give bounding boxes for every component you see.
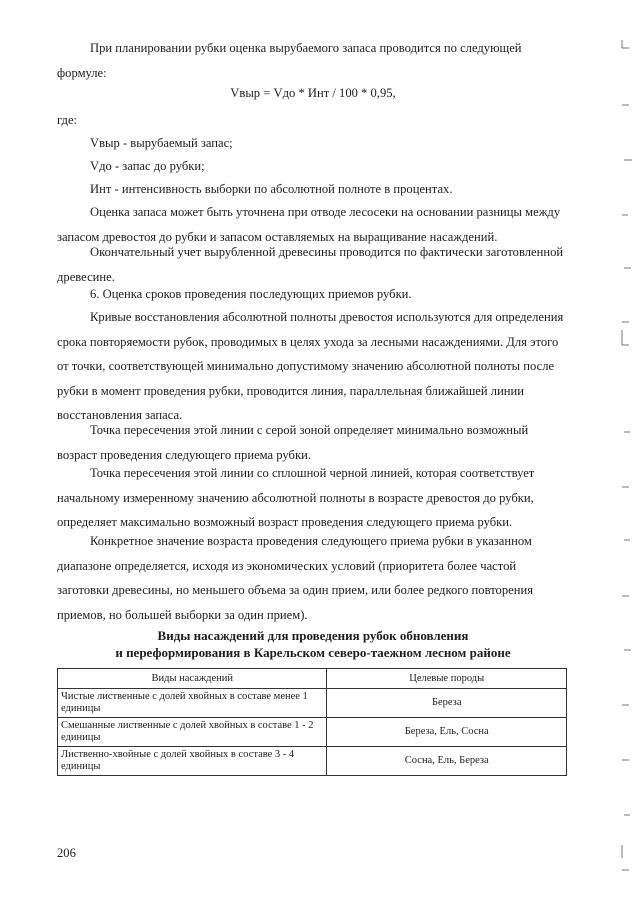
table-header-row [58, 669, 567, 689]
header-stand-type: Виды насаждений [58, 669, 327, 689]
paragraph-intro: При планировании рубки оценка вырубаемого запаса проводится по следующей формуле: [57, 41, 522, 80]
paragraph-final-account: Окончательный учет вырубленной древесины проводится по фактически заготовленной древесине. [57, 245, 564, 284]
paragraph-estimate: Оценка запаса может быть уточнена при отводе лесосеки на основании разницы между запасом древостоя до рубки и запасом оставляемых на выращивание насаждений. [57, 205, 561, 244]
scan-edge-marks [620, 0, 640, 905]
paragraph-economic: Конкретное значение возраста проведения следующего приема рубки в указанном диапазоне определяется, исходя из экономических условий (приоритета более частой заготовки древесины, но меньшего объема за один прием, или более редкого повторения приемов, но большей выборки за один прием). [57, 534, 533, 622]
header-target-species: Целевые породы [327, 669, 567, 689]
table-row [58, 689, 567, 718]
where-label: где: [57, 113, 78, 127]
page-number: 206 [57, 846, 76, 860]
formula: Vвыр = Vдо * Инт / 100 * 0,95, [230, 86, 396, 100]
table-row [58, 747, 567, 776]
definition-vdo: Vдо - запас до рубки; [90, 159, 205, 173]
cell-target-species: Береза, Ель, Сосна [327, 718, 567, 747]
paragraph-curves: Кривые восстановления абсолютной полноты древостоя используются для определения срока повторяемости рубок, проводимых в целях ухода за лесными насаждениями. Для этого от точки, соответствующей минимально допустимому значению абсолютной полноты после рубки в момент проведения рубки, проводится линия, параллельная ближайшей линии восстановления запаса. [57, 310, 564, 422]
cell-stand-type: Лиственно-хвойные с долей хвойных в составе 3 - 4 единицы [58, 747, 327, 776]
definition-int: Инт - интенсивность выборки по абсолютной полноте в процентах. [90, 182, 453, 196]
cell-stand-type: Смешанные лиственные с долей хвойных в составе 1 - 2 единицы [58, 718, 327, 747]
cell-target-species: Сосна, Ель, Береза [327, 747, 567, 776]
species-table [57, 668, 567, 776]
definition-vvyr: Vвыр - вырубаемый запас; [90, 136, 233, 150]
cell-target-species: Береза [327, 689, 567, 718]
cell-stand-type: Чистые лиственные с долей хвойных в составе менее 1 единицы [58, 689, 327, 718]
table-row [58, 718, 567, 747]
paragraph-grey-zone: Точка пересечения этой линии с серой зоной определяет минимально возможный возраст проведения следующего приема рубки. [57, 423, 529, 462]
paragraph-black-line: Точка пересечения этой линии со сплошной черной линией, которая соответствует начальному измеренному значению абсолютной полноты в возрасте древостоя до рубки, определяет максимально возможный возраст проведения следующего приема рубки. [57, 466, 535, 529]
table-title-line1: Виды насаждений для проведения рубок обновления [157, 628, 469, 643]
section-heading-6: 6. Оценка сроков проведения последующих приемов рубки. [90, 287, 412, 301]
table-title-line2: и переформирования в Карельском северо-таежном лесном районе [115, 645, 511, 660]
